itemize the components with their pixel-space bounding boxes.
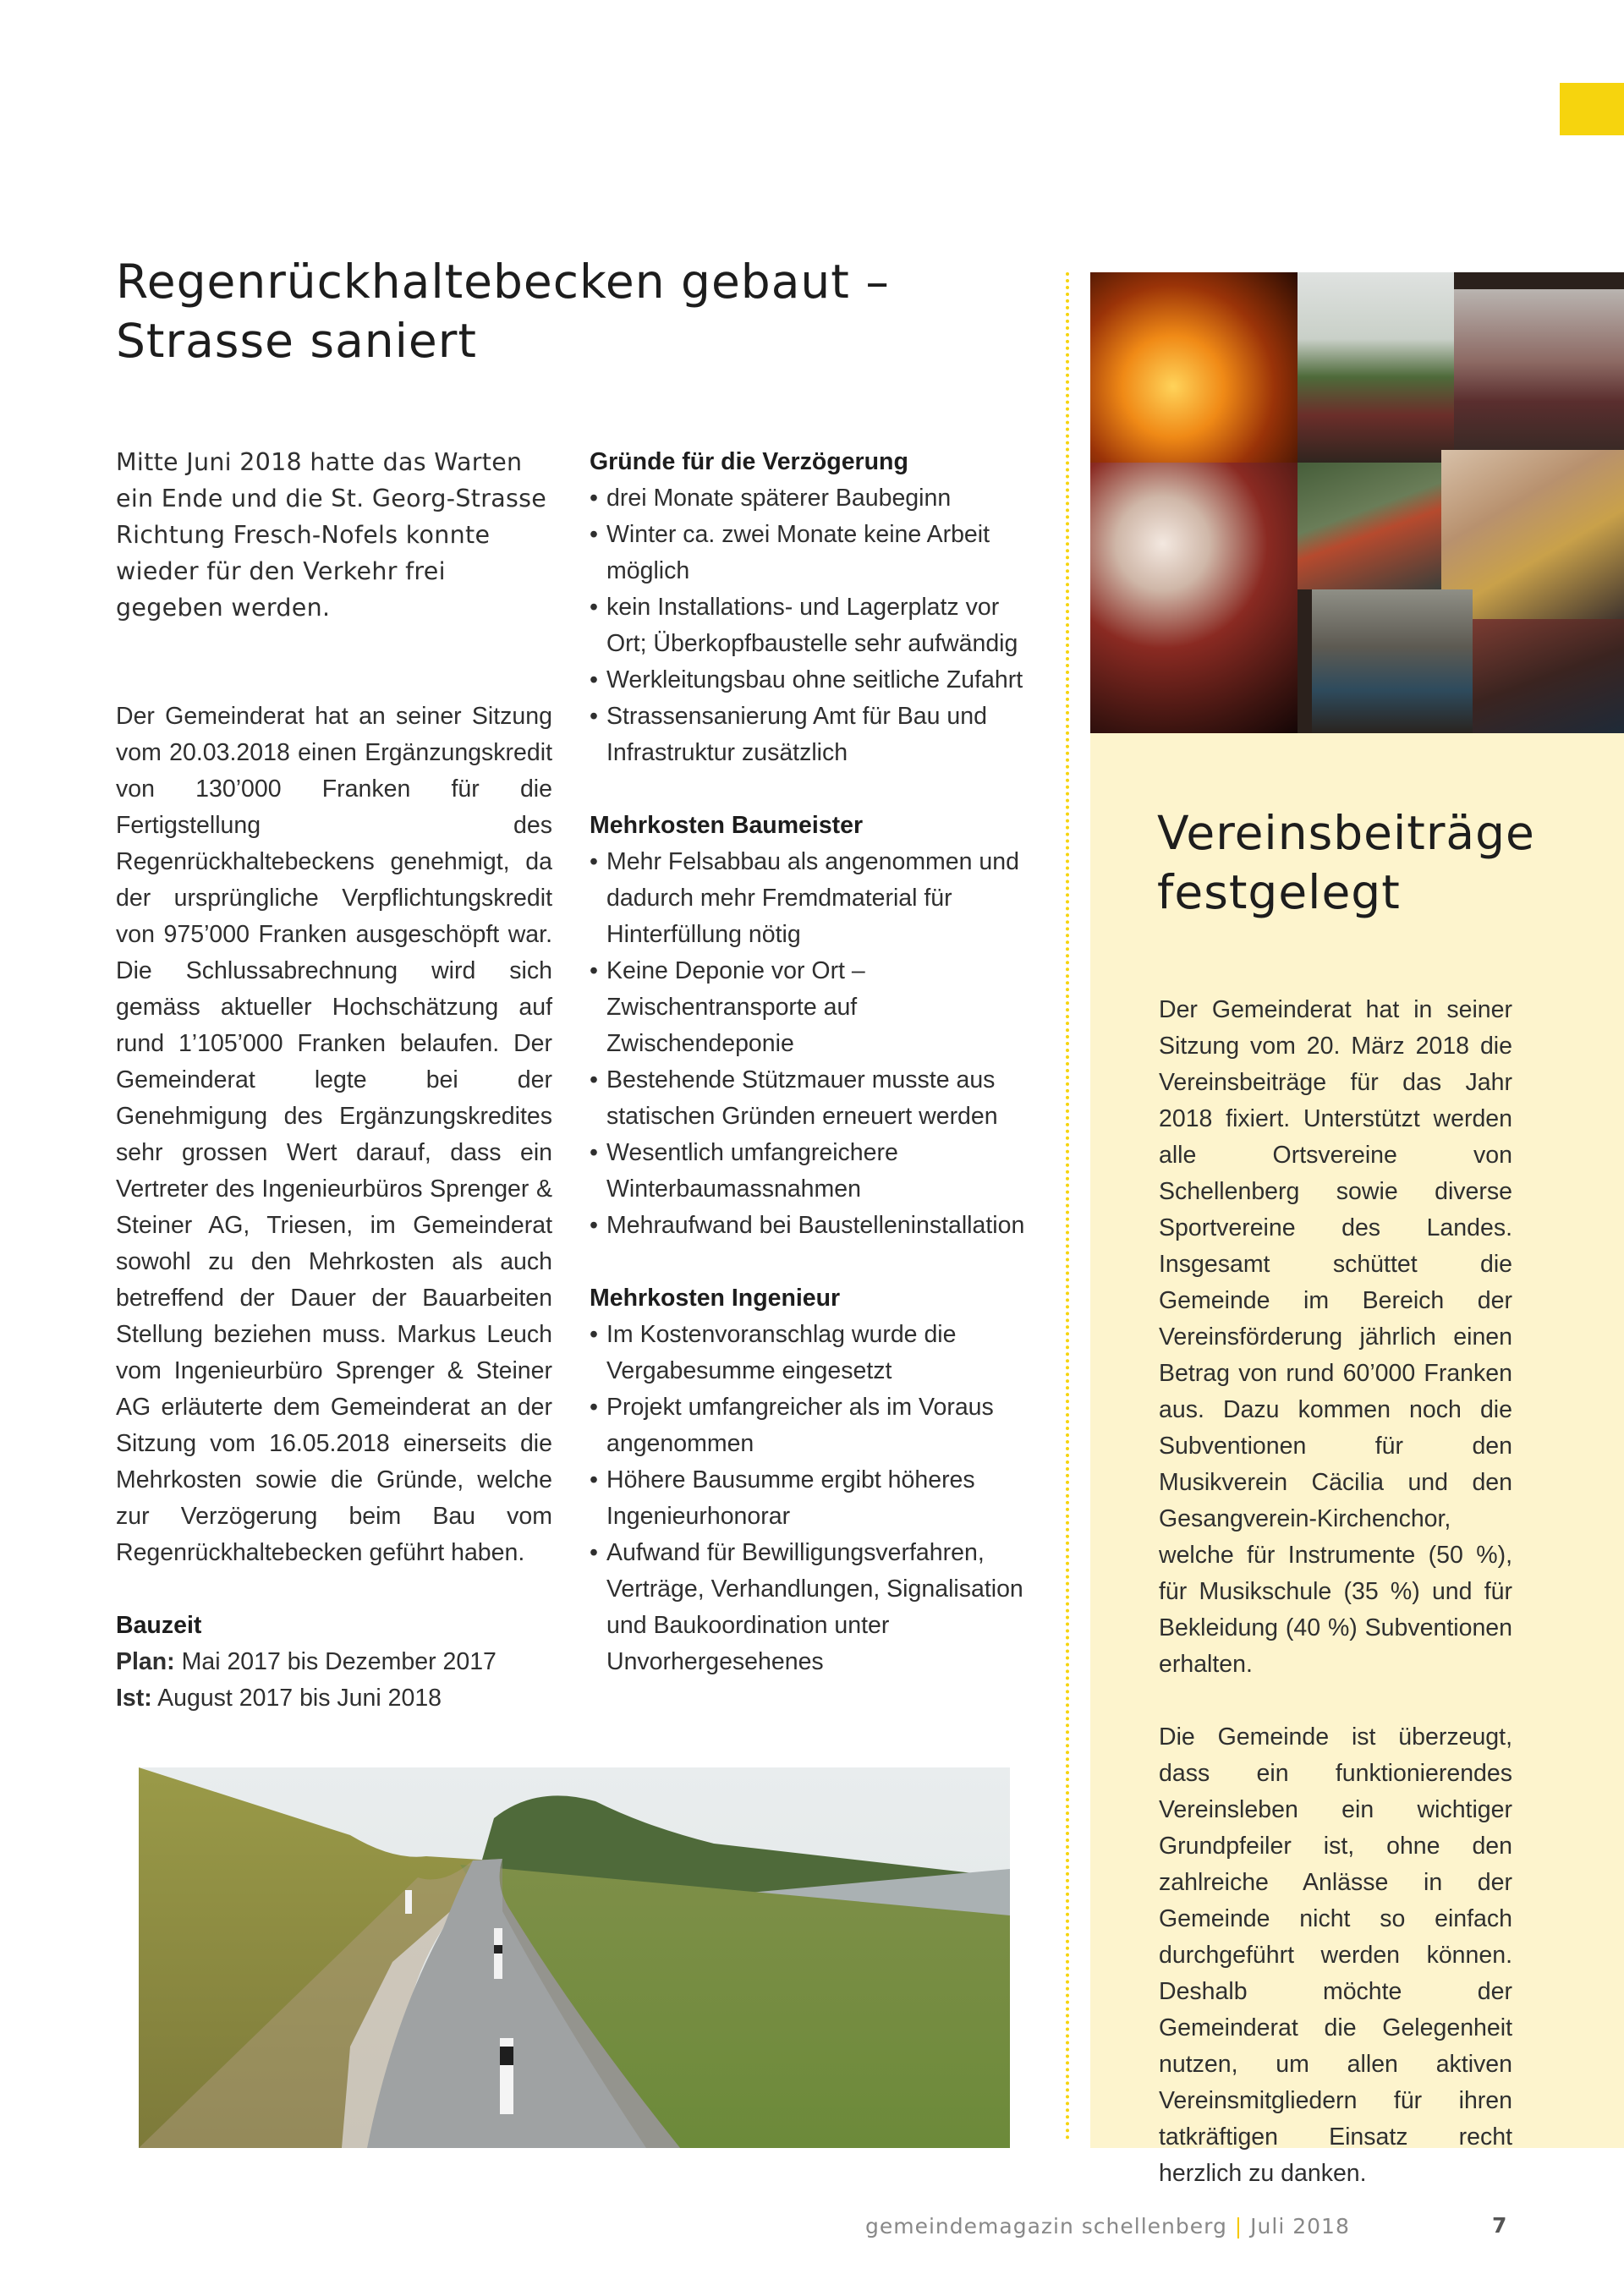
magazine-name: gemeindemagazin schellenberg — [865, 2214, 1227, 2238]
article-title: Regenrückhaltebecken gebaut – Strasse saniert — [116, 255, 890, 368]
section-heading: Gründe für die Verzögerung — [590, 448, 908, 475]
fire-photo — [1090, 272, 1298, 463]
footer-separator: | — [1234, 2214, 1243, 2238]
article-column-1 — [116, 444, 552, 1717]
page-footer — [865, 2214, 1350, 2238]
section-heading: Mehrkosten Baumeister — [590, 812, 864, 839]
article-lead: Mitte Juni 2018 hatte das Warten ein Ende und die St. Georg-Strasse Richtung Fresch-Nofels konnte wieder für den Verkehr frei gegeben werden. — [116, 448, 547, 622]
nikolaus-photo — [1090, 463, 1298, 733]
section-heading: Mehrkosten Ingenieur — [590, 1285, 841, 1312]
issue-date: Juli 2018 — [1250, 2214, 1350, 2238]
reasons-list — [590, 480, 1038, 771]
list-item: • Winter ca. zwei Monate keine Arbeit möglich — [590, 517, 1038, 589]
ist-value: August 2017 bis Juni 2018 — [157, 1685, 442, 1712]
list-item: • Mehr Felsabbau als angenommen und dadurch mehr Fremdmaterial für Hinterfüllung nötig — [590, 844, 1038, 953]
column-divider — [1066, 272, 1069, 2141]
band-photo — [1454, 289, 1624, 450]
bauzeit-plan — [116, 1644, 552, 1680]
page-corner-tab — [1560, 83, 1624, 135]
uniform-photo — [1473, 619, 1624, 733]
list-item: • Mehraufwand bei Baustelleninstallation — [590, 1208, 1038, 1244]
bauzeit-heading: Bauzeit — [116, 1612, 202, 1639]
list-item: • Bestehende Stützmauer musste aus statischen Gründen erneuert werden — [590, 1062, 1038, 1135]
list-item: • Projekt umfangreicher als im Voraus angenommen — [590, 1389, 1038, 1462]
road-illustration — [139, 1767, 1010, 2148]
list-item: • Wesentlich umfangreichere Winterbaumassnahmen — [590, 1135, 1038, 1208]
page-number: 7 — [1492, 2213, 1507, 2238]
sidebar-text — [1159, 992, 1512, 2228]
firebrigade-photo — [1298, 463, 1441, 589]
engineer-costs-list — [590, 1317, 1038, 1680]
sidebar-title: Vereinsbeiträge festgelegt — [1157, 806, 1535, 919]
list-item: • drei Monate späterer Baubeginn — [590, 480, 1038, 517]
plan-label: Plan: — [116, 1648, 175, 1675]
list-item: • Aufwand für Bewilligungsverfahren, Verträge, Verhandlungen, Signalisation und Baukoordination unter Unvorhergesehenes — [590, 1535, 1038, 1680]
list-item: • Im Kostenvoranschlag wurde die Vergabesumme eingesetzt — [590, 1317, 1038, 1389]
builder-costs-list — [590, 844, 1038, 1244]
photo-collage — [1090, 272, 1624, 733]
wreath-arch-photo — [1298, 272, 1454, 463]
ist-label: Ist: — [116, 1685, 152, 1712]
sidebar-paragraph: Der Gemeinderat hat in seiner Sitzung vom 20. März 2018 die Vereinsbeiträge für das Jahr 2018 fixiert. Unterstützt werden alle Ortsvereine von Schellenberg sowie diverse Sportvereine des Landes. Insgesamt schüttet die Gemeinde im Bereich der Vereinsförderung jährlich einen Betrag von rund 60’000 Franken aus. Dazu kommen noch die Subventionen für den Musikverein Cäcilia und den Gesangverein-Kirchenchor, welche für Instrumente (50 %), für Musikschule (35 %) und für Bekleidung (40 %) Subventionen erhalten. — [1159, 996, 1512, 1678]
road-photo — [139, 1767, 1010, 2148]
list-item: • Keine Deponie vor Ort – Zwischentransporte auf Zwischendeponie — [590, 953, 1038, 1062]
list-item: • kein Installations- und Lagerplatz vor Ort; Überkopfbaustelle sehr aufwändig — [590, 589, 1038, 662]
article-body: Der Gemeinderat hat an seiner Sitzung vom 20.03.2018 einen Ergänzungskredit von 130’000 Franken für die Fertigstellung des Regenrückhaltebeckens genehmigt, da der ursprüngliche Verpflichtungskredit von 975’000 Franken ausgeschöpft war. Die Schlussabrechnung wird sich gemäss aktueller Hochschätzung auf rund 1’105’000 Franken belaufen. Der Gemeinderat legte bei der Genehmigung des Ergänzungskredites sehr grossen Wert darauf, dass ein Vertreter des Ingenieurbüros Sprenger & Steiner AG, Triesen, im Gemeinderat sowohl zu den Mehrkosten als auch betreffend der Dauer der Bauarbeiten Stellung beziehen muss. Markus Leuch vom Ingenieurbüro Sprenger & Steiner AG erläuterte dem Gemeinderat an der Sitzung vom 16.05.2018 einerseits die Mehrkosten sowie die Gründe, welche zur Verzögerung beim Bau vom Regenrückhaltebecken geführt haben. — [116, 703, 552, 1566]
list-item: • Höhere Bausumme ergibt höheres Ingenieurhonorar — [590, 1462, 1038, 1535]
plan-value: Mai 2017 bis Dezember 2017 — [181, 1648, 497, 1675]
list-item: • Werkleitungsbau ohne seitliche Zufahrt — [590, 662, 1038, 699]
article-column-2 — [590, 444, 1038, 1717]
bauzeit-ist — [116, 1680, 552, 1717]
sidebar-paragraph: Die Gemeinde ist überzeugt, dass ein funktionierendes Vereinsleben ein wichtiger Grundpfeiler ist, ohne den zahlreiche Anlässe in der Gemeinde nicht so einfach durchgeführt werden können. Deshalb möchte der Gemeinderat die Gelegenheit nutzen, um allen aktiven Vereinsmitgliedern für ihren tatkräftigen Einsatz recht herzlich zu danken. — [1159, 1723, 1512, 2187]
meeting-photo — [1312, 589, 1473, 733]
list-item: • Strassensanierung Amt für Bau und Infrastruktur zusätzlich — [590, 699, 1038, 771]
